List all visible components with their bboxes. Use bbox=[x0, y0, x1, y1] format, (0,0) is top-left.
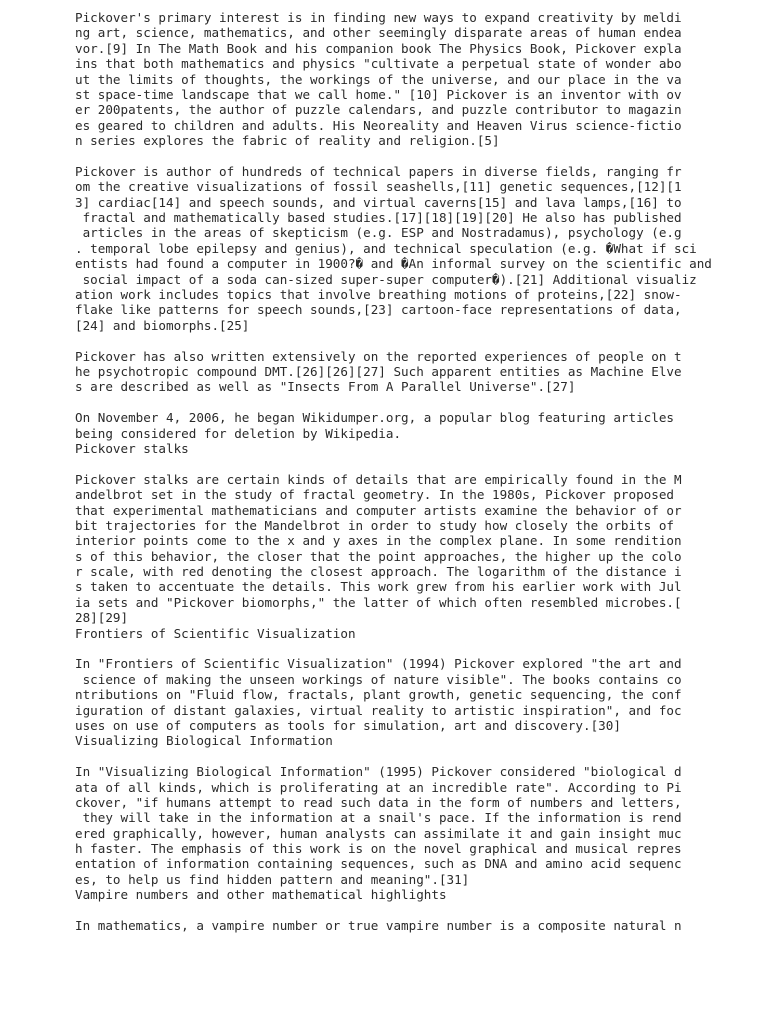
text-line: Pickover has also written extensively on the reported experiences of people on t bbox=[75, 348, 682, 364]
text-line: they will take in the information at a snail's pace. If the information is rend bbox=[75, 810, 682, 826]
paragraph bbox=[75, 472, 755, 641]
section-heading: Visualizing Biological Information bbox=[75, 733, 333, 749]
text-line: er 200patents, the author of puzzle calendars, and puzzle contributor to magazin bbox=[75, 102, 682, 118]
section-heading: Pickover stalks bbox=[75, 440, 189, 456]
text-line: In "Visualizing Biological Information" (1995) Pickover considered "biological d bbox=[75, 764, 682, 780]
paragraph bbox=[75, 349, 755, 395]
text-line: fractal and mathematically based studies.[17][18][19][20] He also has published bbox=[75, 210, 682, 226]
text-line: Pickover stalks are certain kinds of details that are empirically found in the M bbox=[75, 471, 682, 487]
text-line: entists had found a computer in 1900?� and �An informal survey on the scientific and bbox=[75, 256, 712, 272]
paragraph bbox=[75, 918, 755, 933]
text-line: s of this behavior, the closer that the point approaches, the higher up the colo bbox=[75, 548, 682, 564]
text-line: ation work includes topics that involve breathing motions of proteins,[22] snow- bbox=[75, 287, 682, 303]
text-line: ut the limits of thoughts, the workings of the universe, and our place in the va bbox=[75, 71, 682, 87]
text-line: . temporal lobe epilepsy and genius), and technical speculation (e.g. �What if sci bbox=[75, 240, 697, 256]
text-line: s are described as well as "Insects From A Parallel Universe".[27] bbox=[75, 379, 576, 395]
text-line: ckover, "if humans attempt to read such data in the form of numbers and letters, bbox=[75, 794, 682, 810]
text-line: uses on use of computers as tools for simulation, art and discovery.[30] bbox=[75, 717, 621, 733]
text-line: On November 4, 2006, he began Wikidumper.org, a popular blog featuring articles bbox=[75, 410, 674, 426]
paragraph bbox=[75, 410, 755, 456]
text-line: iguration of distant galaxies, virtual reality to artistic inspiration", and foc bbox=[75, 702, 682, 718]
text-line: ered graphically, however, human analysts can assimilate it and gain insight muc bbox=[75, 825, 682, 841]
text-line: science of making the unseen workings of nature visible". The books contains co bbox=[75, 671, 682, 687]
text-line: that experimental mathematicians and computer artists examine the behavior of or bbox=[75, 502, 682, 518]
text-line: andelbrot set in the study of fractal geometry. In the 1980s, Pickover proposed bbox=[75, 487, 674, 503]
text-line: ng art, science, mathematics, and other seemingly disparate areas of human endea bbox=[75, 25, 682, 41]
text-line: In "Frontiers of Scientific Visualization" (1994) Pickover explored "the art and bbox=[75, 656, 682, 672]
text-line: In mathematics, a vampire number or true vampire number is a composite natural n bbox=[75, 918, 682, 934]
text-line: articles in the areas of skepticism (e.g. ESP and Nostradamus), psychology (e.g bbox=[75, 225, 682, 241]
text-line: es geared to children and adults. His Neoreality and Heaven Virus science-fictio bbox=[75, 117, 682, 133]
text-line: entation of information containing sequences, such as DNA and amino acid sequenc bbox=[75, 856, 682, 872]
text-line: flake like patterns for speech sounds,[23] cartoon-face representations of data, bbox=[75, 302, 682, 318]
text-line: 3] cardiac[14] and speech sounds, and virtual caverns[15] and lava lamps,[16] to bbox=[75, 194, 682, 210]
text-line: om the creative visualizations of fossil seashells,[11] genetic sequences,[12][1 bbox=[75, 179, 682, 195]
text-line: h faster. The emphasis of this work is on the novel graphical and musical repres bbox=[75, 841, 682, 857]
text-line: vor.[9] In The Math Book and his companion book The Physics Book, Pickover expla bbox=[75, 40, 682, 56]
document-page bbox=[75, 10, 755, 949]
text-line: r scale, with red denoting the closest approach. The logarithm of the distance i bbox=[75, 564, 682, 580]
text-line: ata of all kinds, which is proliferating at an incredible rate". According to Pi bbox=[75, 779, 682, 795]
text-line: st space-time landscape that we call home." [10] Pickover is an inventor with ov bbox=[75, 86, 682, 102]
text-line: ntributions on "Fluid flow, fractals, plant growth, genetic sequencing, the conf bbox=[75, 687, 682, 703]
text-line: being considered for deletion by Wikipedia. bbox=[75, 425, 402, 441]
text-line: ins that both mathematics and physics "cultivate a perpetual state of wonder abo bbox=[75, 56, 682, 72]
text-line: social impact of a soda can-sized super-super computer�).[21] Additional visualiz bbox=[75, 271, 697, 287]
text-line: he psychotropic compound DMT.[26][26][27] Such apparent entities as Machine Elve bbox=[75, 363, 682, 379]
text-line: bit trajectories for the Mandelbrot in order to study how closely the orbits of bbox=[75, 517, 674, 533]
text-line: Pickover's primary interest is in finding new ways to expand creativity by meldi bbox=[75, 10, 682, 25]
text-line: 28][29] bbox=[75, 610, 129, 626]
paragraph bbox=[75, 656, 755, 748]
text-line: es, to help us find hidden pattern and meaning".[31] bbox=[75, 871, 470, 887]
text-line: [24] and biomorphs.[25] bbox=[75, 317, 250, 333]
text-line: ia sets and "Pickover biomorphs," the latter of which often resembled microbes.[ bbox=[75, 594, 682, 610]
section-heading: Vampire numbers and other mathematical highlights bbox=[75, 887, 447, 903]
paragraph bbox=[75, 164, 755, 333]
text-line: s taken to accentuate the details. This work grew from his earlier work with Jul bbox=[75, 579, 682, 595]
paragraph bbox=[75, 764, 755, 903]
section-heading: Frontiers of Scientific Visualization bbox=[75, 625, 356, 641]
text-line: n series explores the fabric of reality and religion.[5] bbox=[75, 133, 500, 149]
paragraph bbox=[75, 10, 755, 149]
text-line: Pickover is author of hundreds of technical papers in diverse fields, ranging fr bbox=[75, 163, 682, 179]
text-line: interior points come to the x and y axes in the complex plane. In some rendition bbox=[75, 533, 682, 549]
